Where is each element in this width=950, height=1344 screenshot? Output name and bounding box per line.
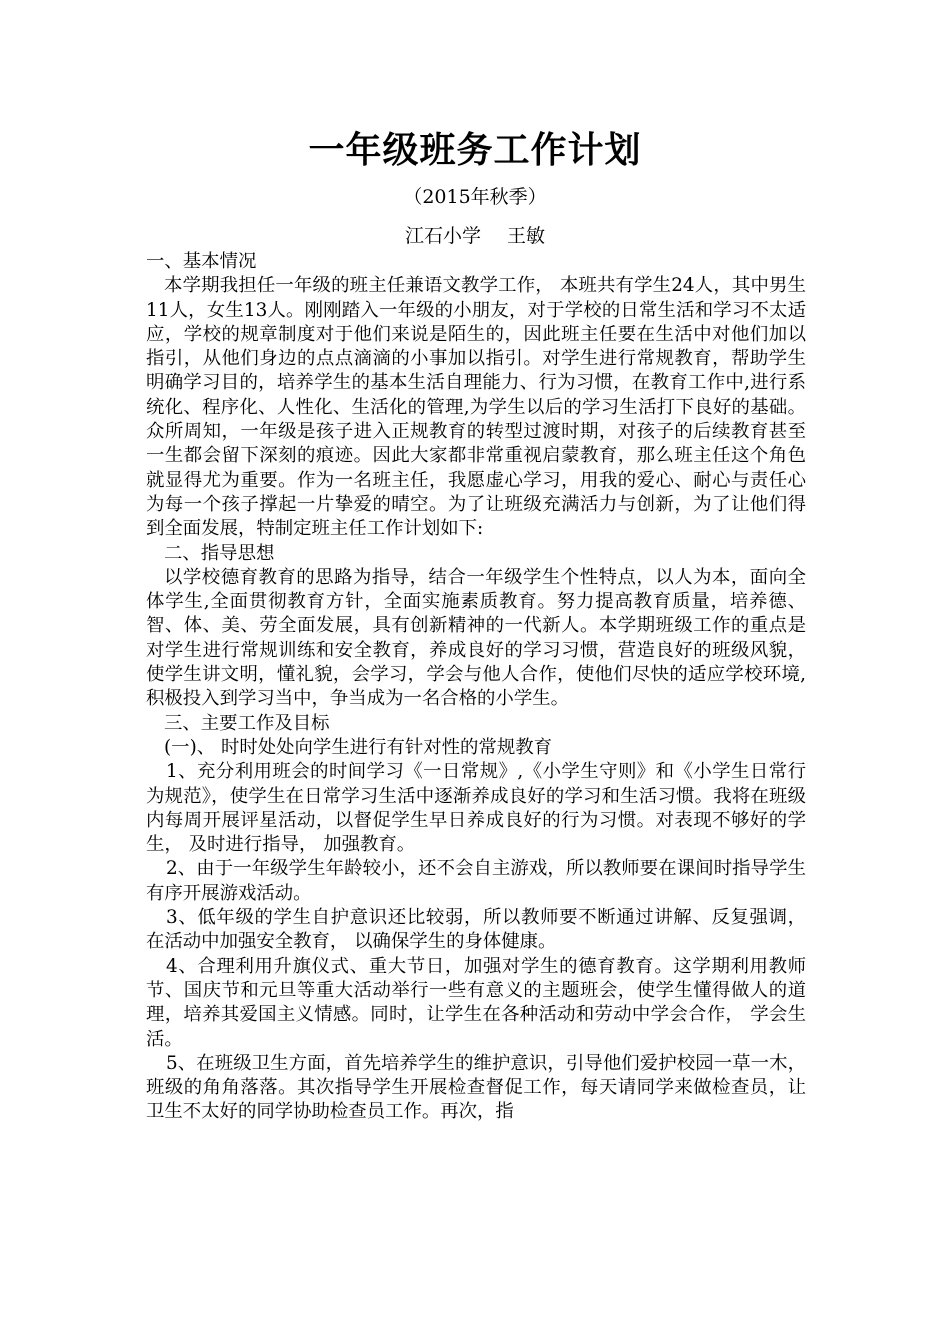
author-name: 王敏 xyxy=(507,225,546,247)
document-subtitle: （2015年秋季） xyxy=(403,186,547,208)
list-item-5: 5、在班级卫生方面，首先培养学生的维护意识，引导他们爱护校园一草一木，班级的角角落落。其次指导学生开展检查督促工作，每天请同学来做检查员，让卫生不太好的同学协助检查员工作。再次，指 xyxy=(146,1052,806,1123)
list-item-2: 2、由于一年级学生年龄较小，还不会自主游戏，所以教师要在课间时指导学生有序开展游戏活动。 xyxy=(146,858,806,904)
author-line xyxy=(0,222,950,250)
paragraph-basic-situation: 本学期我担任一年级的班主任兼语文教学工作， 本班共有学生24人，其中男生11人，女生13人。刚刚踏入一年级的小朋友，对于学校的日常生活和学习不太适应，学校的规章制度对于他们来说是陌生的，因此班主任要在生活中对他们加以指引，从他们身边的点点滴滴的小事加以指引。对学生进行常规教育，帮助学生明确学习目的，培养学生的基本生活自理能力、行为习惯，在教育工作中,进行系统化、程序化、人性化、生活化的管理,为学生以后的学习生活打下良好的基础。众所周知，一年级是孩子进入正规教育的转型过渡时期，对孩子的后续教育甚至一生都会留下深刻的痕迹。因此大家都非常重视启蒙教育，那么班主任这个角色就显得尤为重要。作为一名班主任，我愿虚心学习，用我的爱心、耐心与责任心为每一个孩子撑起一片挚爱的晴空。为了让班级充满活力与创新，为了让他们得到全面发展，特制定班主任工作计划如下: xyxy=(146,275,806,540)
list-item-4: 4、合理利用升旗仪式、重大节日，加强对学生的德育教育。这学期利用教师节、国庆节和元旦等重大活动举行一些有意义的主题班会，使学生懂得做人的道理，培养其爱国主义情感。同时，让学生在各种活动和劳动中学会合作， 学会生活。 xyxy=(146,955,806,1050)
list-item-1: 1、充分利用班会的时间学习《一日常规》,《小学生守则》和《小学生日常行为规范》，使学生在日常学习生活中逐渐养成良好的学习和生活习惯。我将在班级内每周开展评星活动，以督促学生早日养成良好的行为习惯。对表现不够好的学生， 及时进行指导， 加强教育。 xyxy=(146,761,806,856)
school-name: 江石小学 xyxy=(404,225,481,247)
subsection-heading-routine: (一)、 时时处处向学生进行有针对性的常规教育 xyxy=(164,736,553,758)
paragraph-guiding-thought: 以学校德育教育的思路为指导，结合一年级学生个性特点，以人为本，面向全体学生,全面贯彻教育方针，全面实施素质教育。努力提高教育质量，培养德、智、体、美、劳全面发展，具有创新精神的一代新人。本学期班级工作的重点是对学生进行常规训练和安全教育，养成良好的学习习惯，营造良好的班级风貌，使学生讲文明，懂礼貌，会学习，学会与他人合作，使他们尽快的适应学校环境,积极投入到学习当中，争当成为一名合格的小学生。 xyxy=(146,566,806,710)
section-heading-guide: 二、指导思想 xyxy=(164,542,275,564)
list-item-3: 3、低年级的学生自护意识还比较弱，所以教师要不断通过讲解、反复强调， 在活动中加强安全教育， 以确保学生的身体健康。 xyxy=(146,907,806,953)
document-body xyxy=(146,250,806,1125)
section-heading-basic: 一、基本情况 xyxy=(146,251,257,272)
section-heading-main: 三、主要工作及目标 xyxy=(164,712,330,734)
document-title: 一年级班务工作计划 xyxy=(308,129,642,171)
